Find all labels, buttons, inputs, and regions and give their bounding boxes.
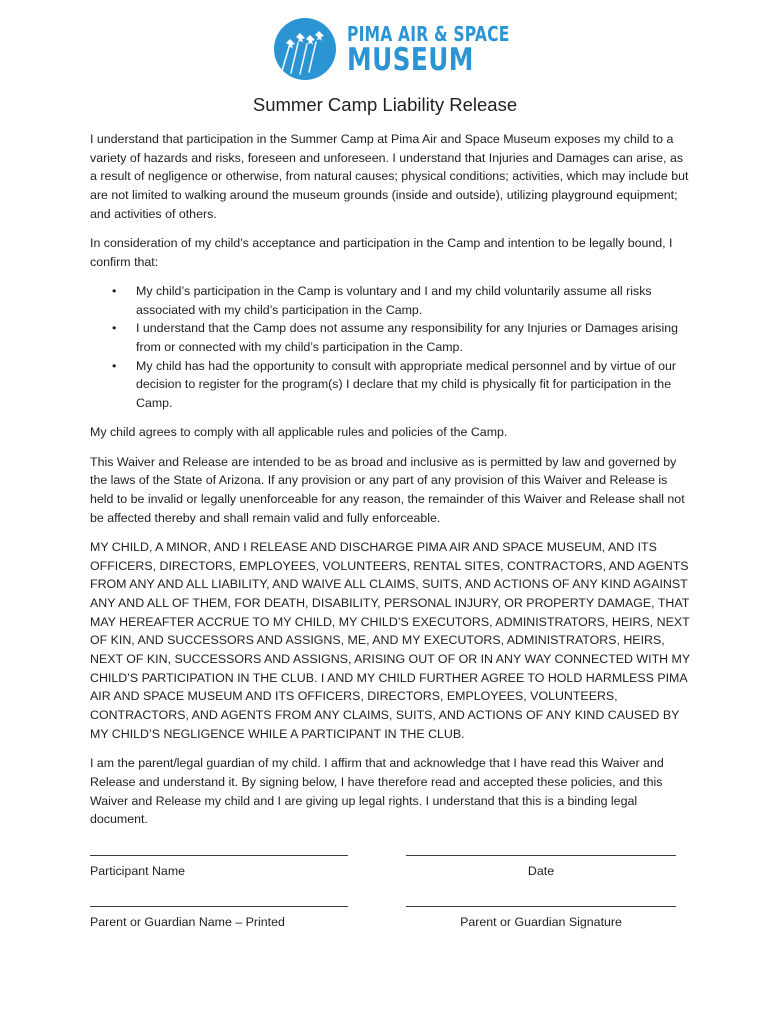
logo-text-line2: MUSEUM (347, 42, 474, 78)
list-item-text: My child’s participation in the Camp is voluntary and I and my child voluntarily assume all risks associated with my child’s participation in the Camp. (136, 283, 652, 317)
jets-formation-icon (273, 17, 337, 81)
consideration-paragraph: In consideration of my child’s acceptance and participation in the Camp and intention to be legally bound, I confirm that: (90, 236, 673, 269)
risk-paragraph: I understand that participation in the Summer Camp at Pima Air and Space Museum exposes my child to a variety of hazards and risks, foreseen and unforeseen. I understand that Injuries and Damages can arise, as a result of negligence or otherwise, from natural causes; physical conditions; activities, which may include but are not limited to walking around the museum grounds (inside and outside), utilizing playground equipment; and activities of others. (90, 132, 689, 221)
signature-line (406, 855, 676, 856)
signature-line (406, 906, 676, 907)
museum-logo (273, 17, 510, 81)
guardian-affirmation-paragraph: I am the parent/legal guardian of my child. I affirm that and acknowledge that I have read this Waiver and Release and understand it. By signing below, I have therefore read and accepted these policies, and this Waiver and Release my child and I are giving up legal rights. I understand that this is a binding legal document. (90, 756, 664, 827)
waiver-scope-paragraph: This Waiver and Release are intended to be as broad and inclusive as is permitted by law and governed by the laws of the State of Arizona. If any provision or any part of any provision of this Waiver and Release is held to be invalid or legally unenforceable for any reason, the remainder of this Waiver and Release shall not be affected thereby and shall remain valid and fully enforceable. (90, 454, 685, 525)
bullet-icon: • (112, 321, 117, 336)
date-field[interactable] (406, 855, 676, 879)
guardian-name-field[interactable] (90, 906, 348, 930)
participant-name-label: Participant Name (90, 864, 186, 878)
document-body (90, 130, 690, 839)
signature-line (90, 855, 348, 856)
list-item-text: My child has had the opportunity to consult with appropriate medical personnel and by virtue of our decision to register for the program(s) I declare that my child is physically fit for participation in the Camp. (136, 358, 676, 411)
guardian-signature-field[interactable] (406, 906, 676, 930)
participant-name-field[interactable] (90, 855, 348, 879)
signature-line (90, 906, 348, 907)
confirmation-list (90, 282, 690, 413)
list-item (90, 282, 690, 319)
bullet-icon: • (112, 283, 117, 298)
release-paragraph: MY CHILD, A MINOR, AND I RELEASE AND DISCHARGE PIMA AIR AND SPACE MUSEUM, AND ITS OFFICERS, DIRECTORS, EMPLOYEES, VOLUNTEERS, RENTAL SITES, CONTRACTORS, AND AGENTS FROM ANY AND ALL LIABILITY, AND WAIVE ALL CLAIMS, SUITS, AND ACTIONS OF ANY KIND AGAINST ANY AND ALL OF THEM, FOR DEATH, DISABILITY, PERSONAL INJURY, OR PROPERTY DAMAGE, THAT MAY HEREAFTER ACCRUE TO MY CHILD, MY CHILD’S EXECUTORS, ADMINISTRATORS, HEIRS, NEXT OF KIN, AND SUCCESSORS AND ASSIGNS, ME, AND MY EXECUTORS, ADMINISTRATORS, HEIRS, NEXT OF KIN, SUCCESSORS AND ASSIGNS, ARISING OUT OF OR IN ANY WAY CONNECTED WITH MY CHILD’S PARTICIPATION IN THE CLUB. I AND MY CHILD FURTHER AGREE TO HOLD HARMLESS PIMA AIR AND SPACE MUSEUM AND ITS OFFICERS, DIRECTORS, EMPLOYEES, VOLUNTEERS, CONTRACTORS, AND AGENTS FROM ANY CLAIMS, SUITS, AND ACTIONS OF ANY KIND CAUSED BY MY CHILD’S NEGLIGENCE WHILE A PARTICIPANT IN THE CLUB. (90, 539, 690, 741)
list-item-text: I understand that the Camp does not assume any responsibility for any Injuries or Damages arising from or connected with my child’s participation in the Camp. (136, 321, 679, 355)
list-item (90, 357, 690, 413)
list-item (90, 319, 690, 356)
rules-paragraph: My child agrees to comply with all applicable rules and policies of the Camp. (90, 425, 508, 440)
guardian-signature-label: Parent or Guardian Signature (460, 915, 622, 929)
logo-text-line1: PIMA AIR & SPACE (347, 22, 510, 46)
page-title: Summer Camp Liability Release (252, 94, 518, 115)
date-label: Date (527, 864, 555, 878)
bullet-icon: • (112, 358, 117, 373)
guardian-name-label: Parent or Guardian Name – Printed (90, 915, 285, 929)
